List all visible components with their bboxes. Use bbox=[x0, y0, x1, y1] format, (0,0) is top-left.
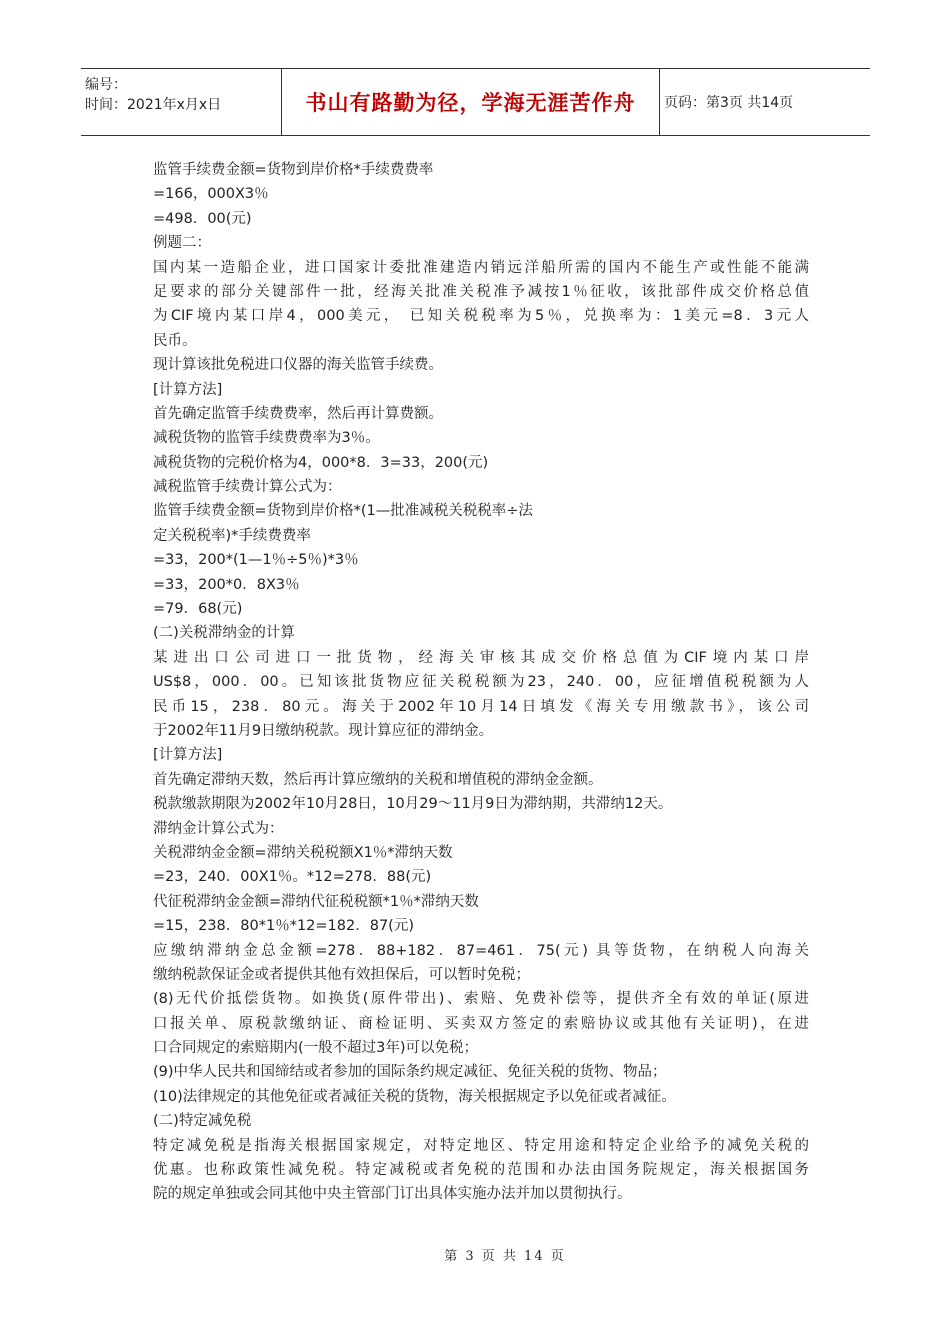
header-page-info: 页码：第3页 共14页 bbox=[664, 95, 794, 111]
text-line: US$8，000．00。已知该批货物应征关税税额为23，240．00，应征增值税税额为人 bbox=[153, 674, 809, 691]
text-line: 优惠。也称政策性减免税。特定减税或者免税的范围和办法由国务院规定，海关根据国务 bbox=[153, 1162, 809, 1179]
text-line: (10)法律规定的其他免征或者减征关税的货物，海关根据规定予以免征或者减征。 bbox=[153, 1088, 676, 1105]
document-number-label: 编号： bbox=[85, 77, 127, 93]
text-line: 民币。 bbox=[153, 332, 197, 349]
text-line: 于2002年11月9日缴纳税款。现计算应征的滞纳金。 bbox=[153, 722, 494, 739]
text-line: [计算方法] bbox=[153, 381, 223, 398]
text-line: =33，200*(1—1％÷5％)*3％ bbox=[153, 552, 359, 569]
text-line: 某进出口公司进口一批货物，经海关审核其成交价格总值为CIF境内某口岸 bbox=[153, 649, 809, 666]
text-line: 特定减免税是指海关根据国家规定，对特定地区、特定用途和特定企业给予的减免关税的 bbox=[153, 1137, 809, 1154]
document-date: 时间：2021年x月x日 bbox=[85, 97, 222, 113]
text-line: =33，200*0．8X3％ bbox=[153, 576, 300, 593]
text-line: (二)关税滞纳金的计算 bbox=[153, 625, 295, 642]
text-line: 滞纳金计算公式为： bbox=[153, 820, 284, 837]
text-line: =79．68(元) bbox=[153, 601, 243, 618]
text-line: (9)中华人民共和国缔结或者参加的国际条约规定减征、免征关税的货物、物品； bbox=[153, 1064, 667, 1081]
header-meta bbox=[81, 69, 282, 135]
text-line: 税款缴款期限为2002年10月28日，10月29～11月9日为滞纳期，共滞纳12天。 bbox=[153, 796, 673, 813]
text-line: 为CIF境内某口岸4，000美元， 已知关税税率为5％，兑换率为：1美元=8．3元人 bbox=[153, 308, 809, 325]
text-line: 减税货物的监管手续费费率为3％。 bbox=[153, 430, 380, 447]
text-line: =166，000X3％ bbox=[153, 186, 269, 203]
text-line: 监管手续费金额=货物到岸价格*(1—批准减税关税税率÷法 bbox=[153, 503, 533, 520]
text-line: =23，240．00X1％。*12=278．88(元) bbox=[153, 869, 432, 886]
text-line: 现计算该批免税进口仪器的海关监管手续费。 bbox=[153, 357, 443, 374]
text-line: =498．00(元) bbox=[153, 210, 252, 227]
text-line: 例题二： bbox=[153, 235, 211, 252]
text-line: 定关税税率)*手续费费率 bbox=[153, 527, 311, 544]
text-line: 减税监管手续费计算公式为： bbox=[153, 479, 342, 496]
text-line: (8)无代价抵偿货物。如换货(原件带出)、索赔、免费补偿等，提供齐全有效的单证(原进 bbox=[153, 991, 809, 1008]
text-line: 院的规定单独或会同其他中央主管部门订出具体实施办法并加以贯彻执行。 bbox=[153, 1186, 632, 1203]
text-line: 监管手续费金额=货物到岸价格*手续费费率 bbox=[153, 162, 434, 178]
page-header bbox=[81, 68, 870, 136]
text-line: 代征税滞纳金金额=滞纳代征税税额*1％*滞纳天数 bbox=[153, 893, 479, 910]
text-line: 口合同规定的索赔期内(一般不超过3年)可以免税； bbox=[153, 1040, 479, 1057]
text-line: 国内某一造船企业，进口国家计委批准建造内销远洋船所需的国内不能生产或性能不能满 bbox=[153, 259, 809, 276]
header-motto: 书山有路勤为径，学海无涯苦作舟 bbox=[282, 69, 660, 135]
page-footer: 第 3 页 共 14 页 bbox=[444, 1249, 566, 1264]
text-line: 足要求的部分关键部件一批，经海关批准关税准予减按1％征收，该批部件成交价格总值 bbox=[153, 283, 809, 300]
text-line: 民币15，238．80元。海关于2002年10月14日填发《海关专用缴款书》，该公司 bbox=[153, 698, 809, 715]
document-body bbox=[153, 158, 809, 1207]
text-line: 缴纳税款保证金或者提供其他有效担保后，可以暂时免税； bbox=[153, 966, 530, 983]
text-line: 关税滞纳金金额=滞纳关税税额X1％*滞纳天数 bbox=[153, 844, 453, 861]
text-line: 减税货物的完税价格为4，000*8．3=33，200(元) bbox=[153, 454, 489, 471]
text-line: 应缴纳滞纳金总金额=278．88+182．87=461．75(元) 具等货物，在纳税人向海关 bbox=[153, 942, 809, 959]
text-line: 首先确定监管手续费费率，然后再计算费额。 bbox=[153, 405, 443, 422]
text-line: =15，238．80*1％*12=182．87(元) bbox=[153, 918, 414, 935]
text-line: (二)特定减免税 bbox=[153, 1113, 252, 1130]
text-line: 首先确定滞纳天数，然后再计算应缴纳的关税和增值税的滞纳金金额。 bbox=[153, 771, 603, 788]
text-line: [计算方法] bbox=[153, 747, 223, 764]
text-line: 口报关单、原税款缴纳证、商检证明、买卖双方签定的索赔协议或其他有关证明)，在进 bbox=[153, 1015, 809, 1032]
